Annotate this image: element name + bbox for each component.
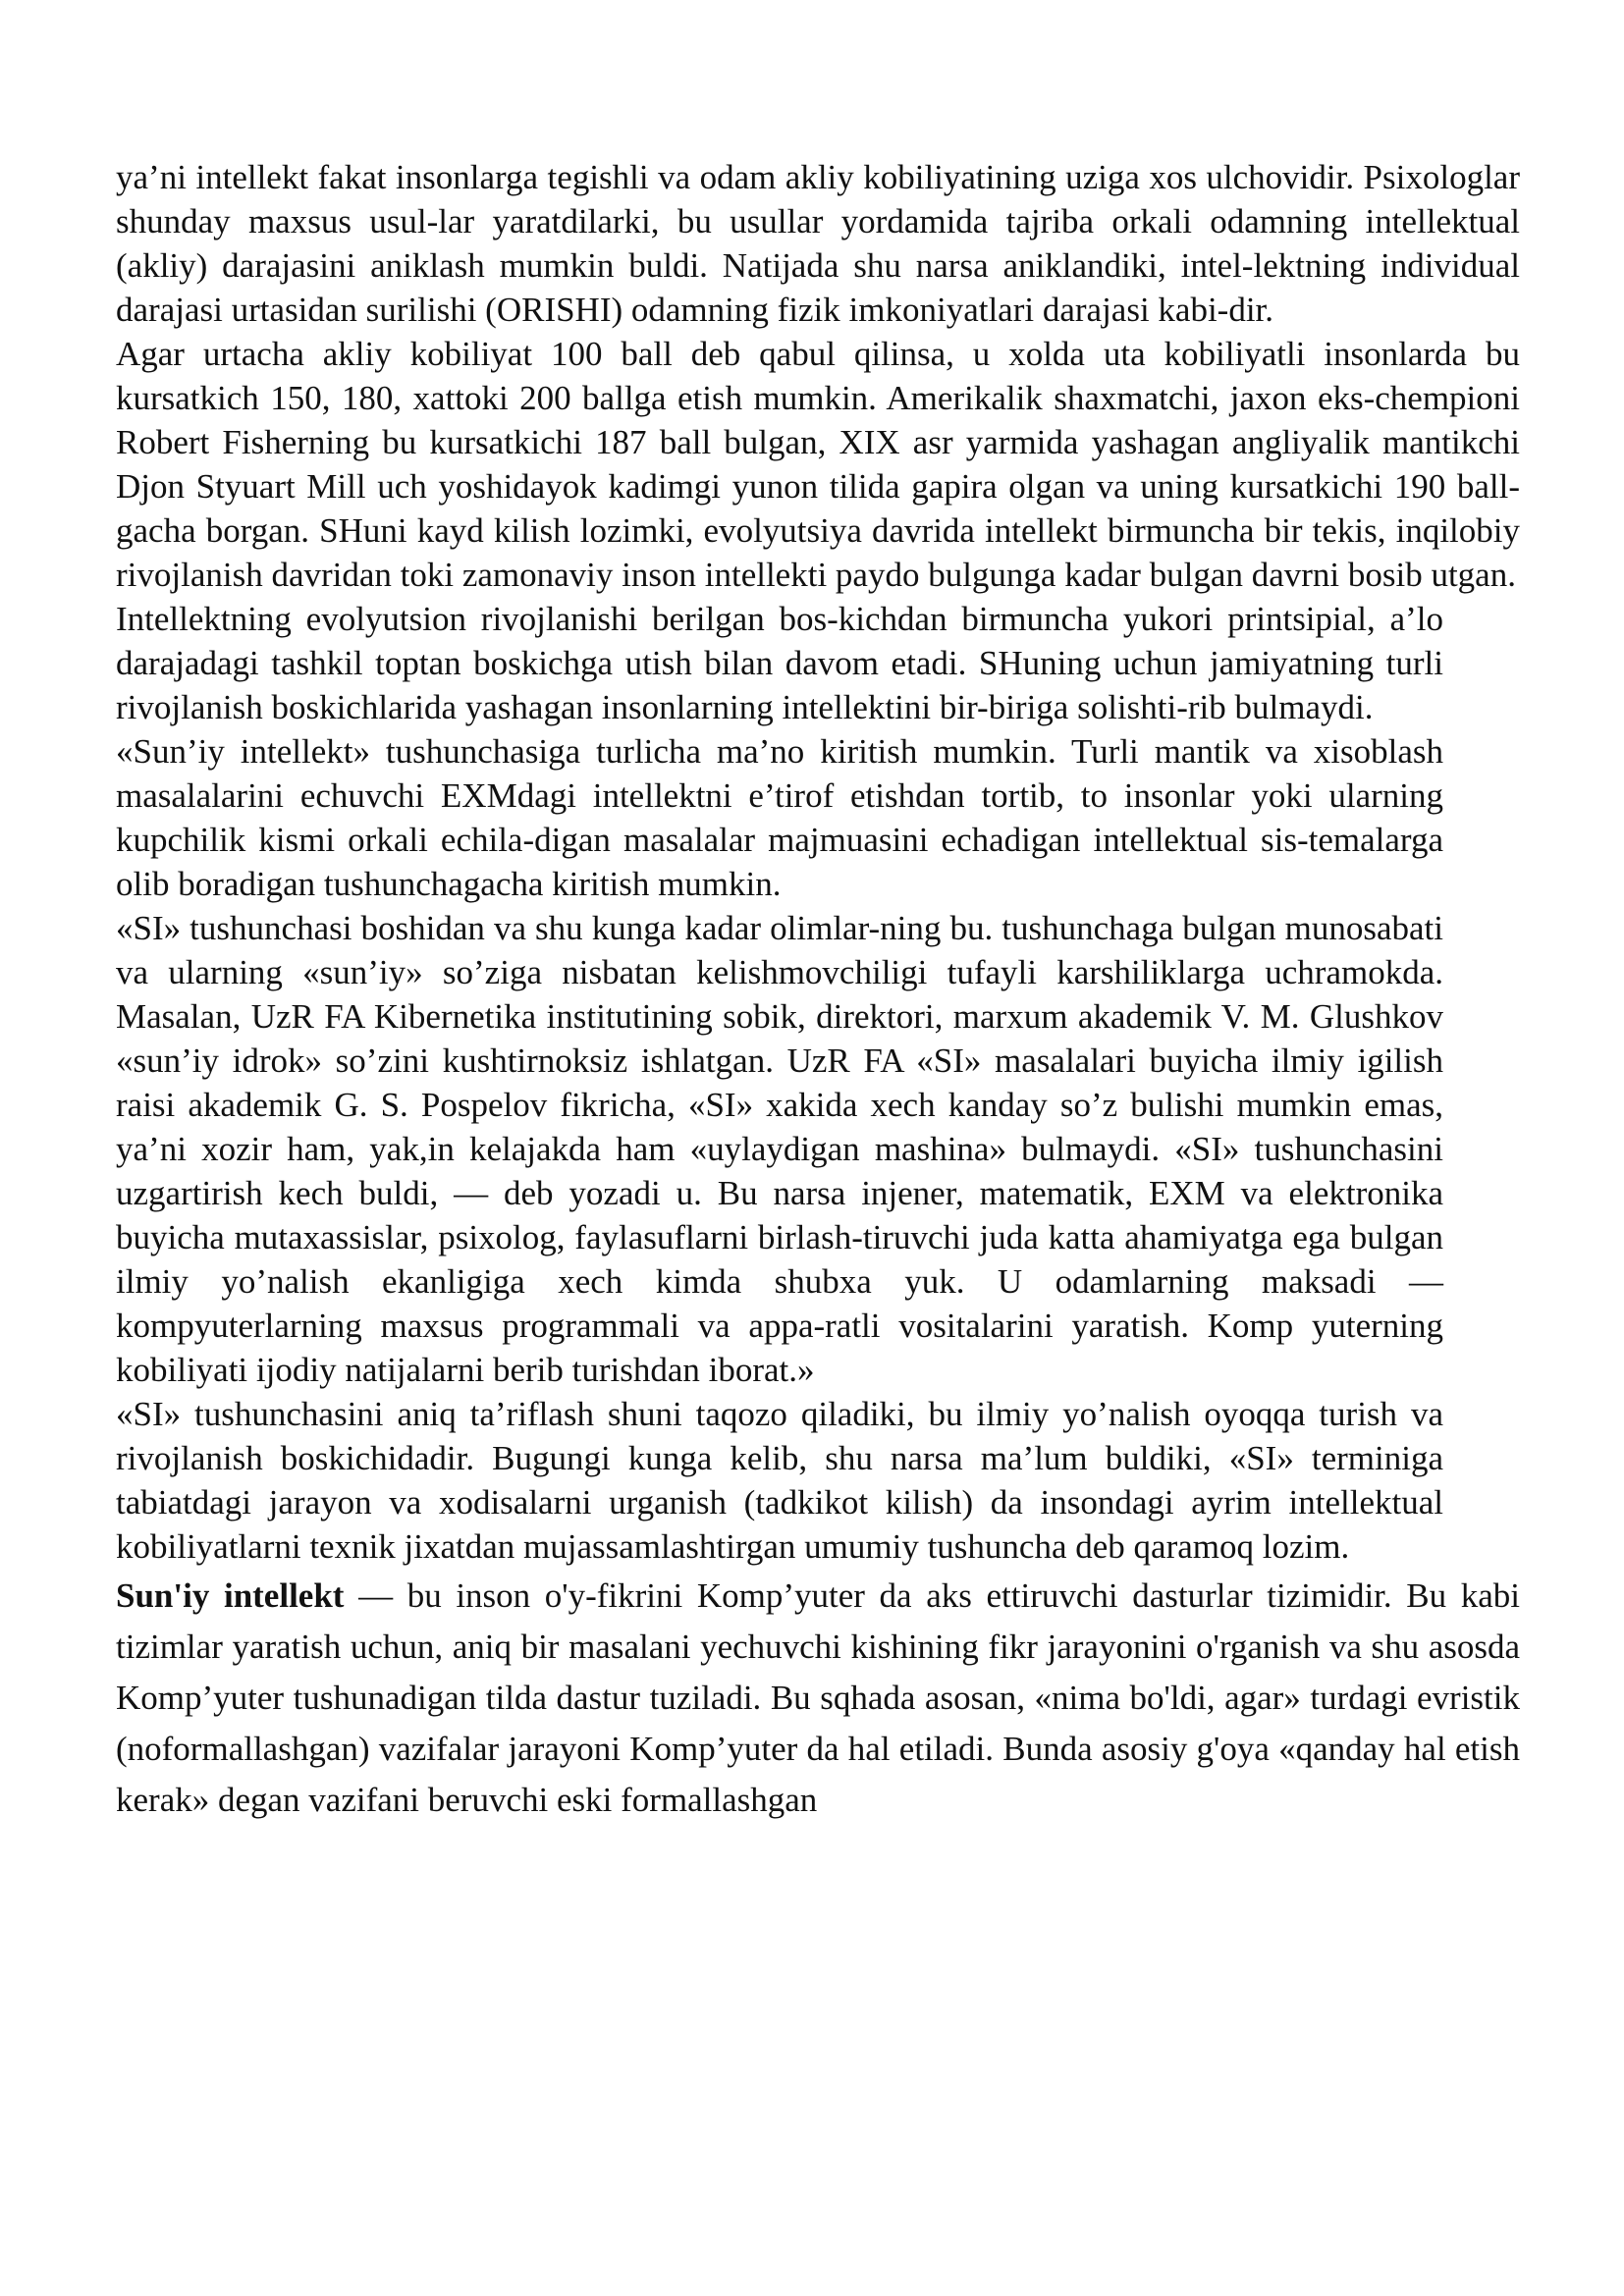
paragraph-intellect-definition: ya’ni intellekt fakat insonlarga tegishli va odam akliy kobiliyatining uziga xos ulchovidir. Psixologlar shunday maxsus usul-lar yaratdilarki, bu usullar yordamida tajriba orkali odamning intellektual (akliy) darajasini aniklash mumkin buldi. Natijada shu narsa aniklandiki, intel-lektning individual darajasi urtasidan surilishi (ORISHI) odamning fizik imkoniyatlari darajasi kabi-dir.	[116, 158, 1520, 329]
paragraph-ai-concept: «Sun’iy intellekt» tushunchasiga turlicha ma’no kiritish mumkin. Turli mantik va xisoblash masalalarini echuvchi EXMdagi intellektni e’tirof etishdan tortib, to insonlar yoki ularning kupchilik kismi orkali echila-digan masalalar majmuasini echadigan intellektual sis-temalarga olib boradigan tushunchagacha kiritish mumkin.	[116, 732, 1443, 903]
paragraph-si-definition: «SI» tushunchasini aniq ta’riflash shuni taqozo qiladiki, bu ilmiy yo’nalish oyoqqa turish va rivojlanish boskichidadir. Bugungi kunga kelib, shu narsa ma’lum buldiki, «SI» terminiga tabiatdagi jarayon va xodisalarni urganish (tadkikot kilish) da insondagi ayrim intellektual kobiliyatlarni texnik jixatdan mujassamlashtirgan umumiy tushuncha deb qaramoq lozim.	[116, 1395, 1443, 1566]
paragraph-intellect-evolution: Intellektning evolyutsion rivojlanishi berilgan bos-kichdan birmuncha yukori printsipial, a’lo darajadagi tashkil toptan boskichga utish bilan davom etadi. SHuning uchun jamiyatning turli rivojlanish boskichlarida yashagan insonlarning intellektini bir-biriga solishti-rib bulmaydi.	[116, 600, 1443, 726]
ai-systems-text: — bu inson o'y-fikrini Komp’yuter da aks ettiruvchi dasturlar tizimidir. Bu kabi tizimlar yaratish uchun, aniq bir masalani yechuvchi kishining fikr jarayonini o'rganish va shu asosda Komp’yuter tushunadigan tilda dastur tuziladi. Bu sqhada asosan, «nima bo'ldi, agar» turdagi evristik (noformallashgan) vazifalar jarayoni Komp’yuter da hal etiladi. Bunda asosiy g'oya «qanday hal etish kerak» degan vazifani beruvchi eski formallashgan	[116, 1576, 1520, 1819]
paragraph-iq-scores: Agar urtacha akliy kobiliyat 100 ball deb qabul qilinsa, u xolda uta kobiliyatli insonlarda bu kursatkich 150, 180, xattoki 200 ballga etish mumkin. Amerikalik shaxmatchi, jaxon eks-chempioni Robert Fisherning bu kursatkichi 187 ball bulgan, XIX asr yarmida yashagan angliyalik mantikchi Djon Styuart Mill uch yoshidayok kadimgi yunon tilida gapira olgan va uning kursatkichi 190 ball-gacha borgan. SHuni kayd kilish lozimki, evolyutsiya davrida intellekt birmuncha bir tekis, inqilobiy rivojlanish davridan toki zamonaviy inson intellekti paydo bulgunga kadar bulgan davrni bosib utgan.	[116, 335, 1520, 594]
paragraph-si-history: «SI» tushunchasi boshidan va shu kunga kadar olimlar-ning bu. tushunchaga bulgan munosabati va ularning «sun’iy» so’ziga nisbatan kelishmovchiligi tufayli karshiliklarga uchramokda. Masalan, UzR FA Kibernetika institutining sobik, direktori, marxum akademik V. M. Glushkov «sun’iy idrok» so’zini kushtirnoksiz ishlatgan. UzR FA «SI» masalalari buyicha ilmiy igilish raisi akademik G. S. Pospelov fikricha, «SI» xakida xech kanday so’z bulishi mumkin emas, ya’ni xozir ham, yak,in kelajakda ham «uylaydigan mashina» bulmaydi. «SI» tushunchasini uzgartirish kech buldi, — deb yozadi u. Bu narsa injener, matematik, EXM va elektronika buyicha mutaxassislar, psixolog, faylasuflarni birlash-tiruvchi juda katta ahamiyatga ega bulgan ilmiy yo’nalish ekanligiga xech kimda shubxa yuk. U odamlarning maksadi — kompyuterlarning maxsus programmali va appa-ratli vositalarini yaratish. Komp yuterning kobiliyati ijodiy natijalarni berib turishdan iborat.»	[116, 909, 1443, 1389]
paragraph-ai-systems	[116, 1571, 1520, 1826]
ai-term-heading: Sun'iy intellekt	[116, 1576, 345, 1615]
document-page	[116, 155, 1520, 1826]
